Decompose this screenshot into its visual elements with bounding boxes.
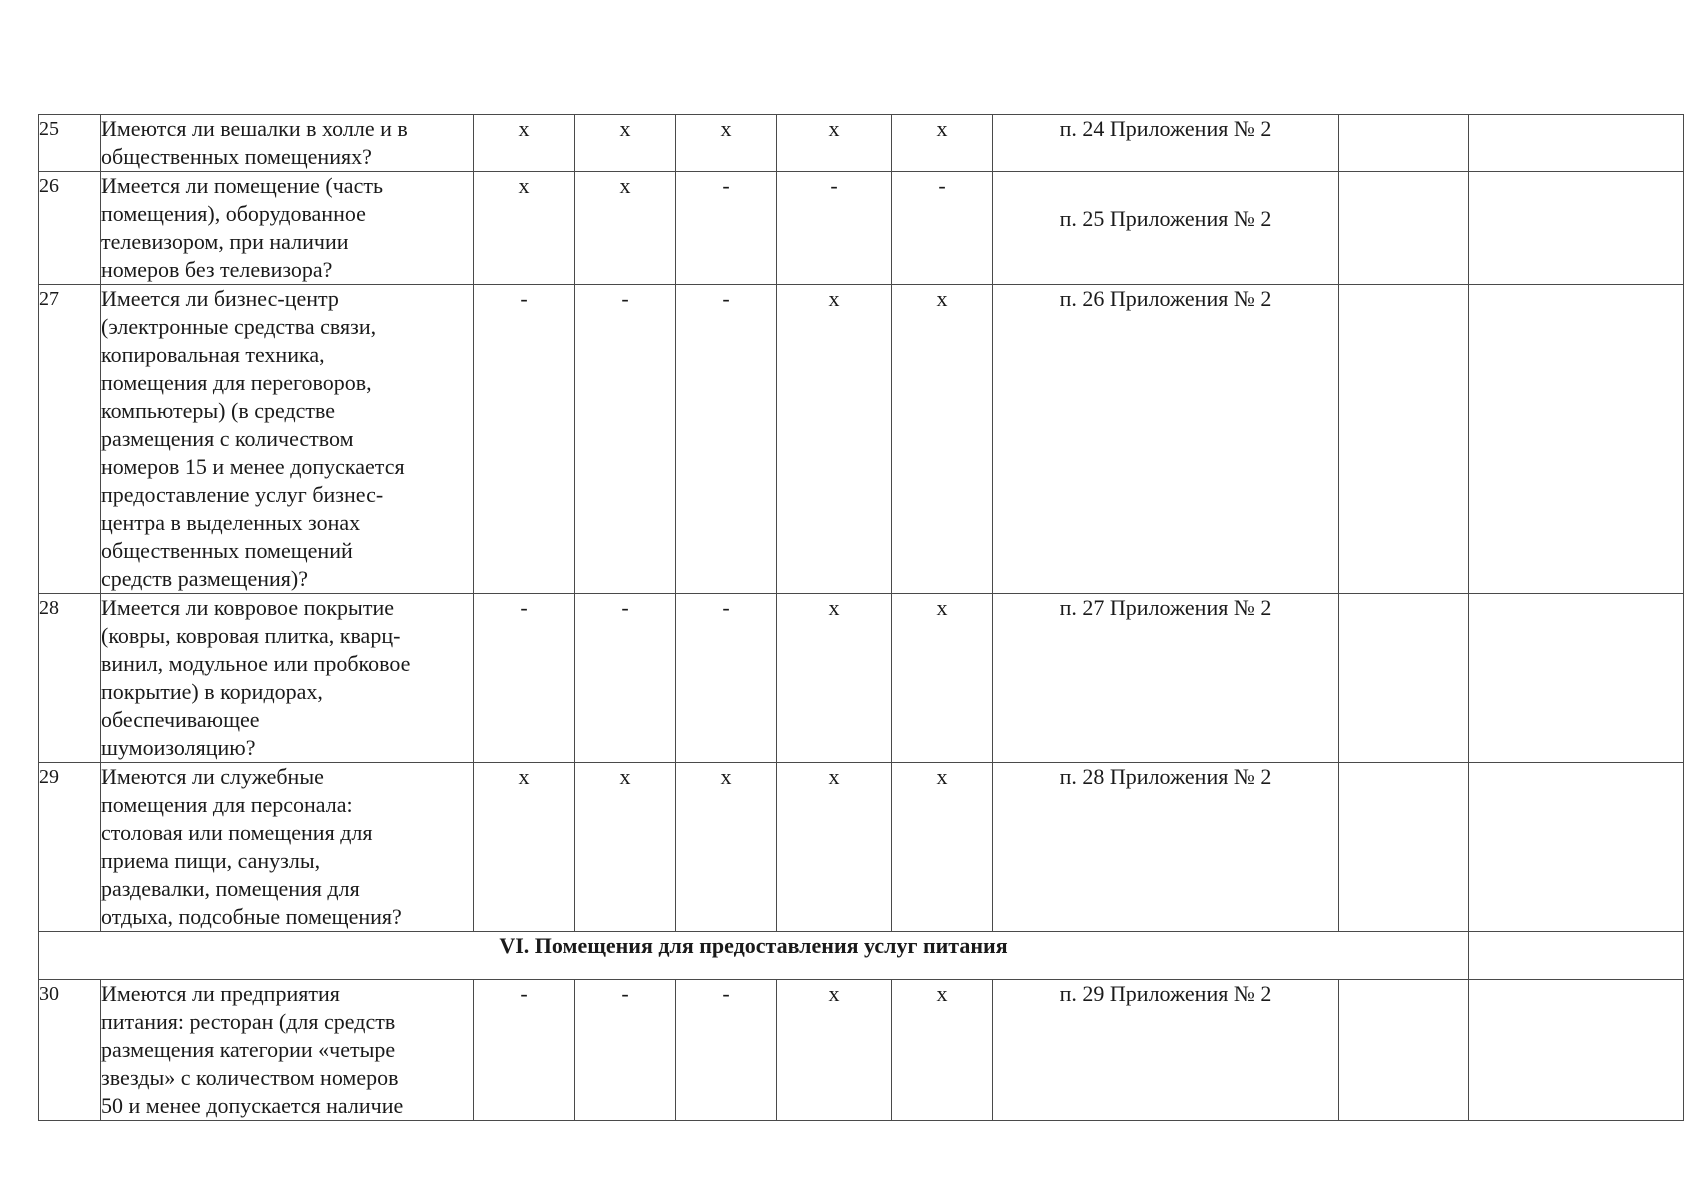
mark-cell: х: [575, 115, 676, 172]
mark-cell: -: [676, 172, 777, 285]
mark-cell: х: [777, 763, 892, 932]
row-number: 30: [39, 980, 101, 1121]
empty-cell: [1469, 932, 1684, 980]
mark-cell: -: [474, 285, 575, 594]
mark-cell: х: [575, 172, 676, 285]
mark-cell: -: [575, 594, 676, 763]
table-row: [39, 115, 1684, 172]
empty-cell: [1469, 172, 1684, 285]
mark-cell: -: [474, 594, 575, 763]
empty-cell: [1469, 980, 1684, 1121]
empty-cell: [1469, 594, 1684, 763]
reference-cell: п. 27 Приложения № 2: [993, 594, 1339, 763]
reference-cell: п. 25 Приложения № 2: [993, 172, 1339, 285]
empty-cell: [1339, 763, 1469, 932]
mark-cell: -: [575, 285, 676, 594]
row-number: 25: [39, 115, 101, 172]
empty-cell: [1339, 172, 1469, 285]
criteria-table: [38, 114, 1684, 1121]
mark-cell: х: [892, 763, 993, 932]
mark-cell: х: [474, 172, 575, 285]
mark-cell: х: [892, 285, 993, 594]
table-row: [39, 285, 1684, 594]
section-row: [39, 932, 1684, 980]
mark-cell: -: [777, 172, 892, 285]
reference-cell: п. 29 Приложения № 2: [993, 980, 1339, 1121]
table-row: [39, 763, 1684, 932]
mark-cell: х: [777, 285, 892, 594]
empty-cell: [1469, 285, 1684, 594]
empty-cell: [1339, 285, 1469, 594]
row-number: 27: [39, 285, 101, 594]
question-cell: Имеется ли помещение (часть помещения), оборудованное телевизором, при наличии номеров без телевизора?: [101, 172, 474, 285]
question-cell: Имеется ли ковровое покрытие (ковры, ковровая плитка, кварц- винил, модульное или пробковое покрытие) в коридорах, обеспечивающее шумоизоляцию?: [101, 594, 474, 763]
mark-cell: х: [892, 980, 993, 1121]
question-cell: Имеется ли бизнес-центр (электронные средства связи, копировальная техника, помещения для переговоров, компьютеры) (в средстве размещения с количеством номеров 15 и менее допускается предоставление услуг бизнес- центра в выделенных зонах общественных помещений средств размещения)?: [101, 285, 474, 594]
reference-cell: п. 24 Приложения № 2: [993, 115, 1339, 172]
reference-cell: п. 26 Приложения № 2: [993, 285, 1339, 594]
reference-cell: п. 28 Приложения № 2: [993, 763, 1339, 932]
mark-cell: х: [575, 763, 676, 932]
mark-cell: х: [777, 594, 892, 763]
table-row: [39, 980, 1684, 1121]
mark-cell: -: [575, 980, 676, 1121]
empty-cell: [1339, 980, 1469, 1121]
empty-cell: [1469, 763, 1684, 932]
mark-cell: х: [676, 763, 777, 932]
table-row: [39, 172, 1684, 285]
mark-cell: -: [676, 285, 777, 594]
row-number: 26: [39, 172, 101, 285]
mark-cell: х: [474, 115, 575, 172]
table-row: [39, 594, 1684, 763]
question-cell: Имеются ли вешалки в холле и в общественных помещениях?: [101, 115, 474, 172]
empty-cell: [1339, 594, 1469, 763]
mark-cell: -: [676, 594, 777, 763]
mark-cell: х: [892, 115, 993, 172]
empty-cell: [1339, 115, 1469, 172]
mark-cell: х: [474, 763, 575, 932]
mark-cell: -: [676, 980, 777, 1121]
section-heading: VI. Помещения для предоставления услуг питания: [39, 932, 1469, 980]
mark-cell: х: [777, 115, 892, 172]
mark-cell: х: [892, 594, 993, 763]
mark-cell: х: [676, 115, 777, 172]
mark-cell: х: [777, 980, 892, 1121]
question-cell: Имеются ли служебные помещения для персонала: столовая или помещения для приема пищи, санузлы, раздевалки, помещения для отдыха, подсобные помещения?: [101, 763, 474, 932]
row-number: 28: [39, 594, 101, 763]
empty-cell: [1469, 115, 1684, 172]
mark-cell: -: [474, 980, 575, 1121]
row-number: 29: [39, 763, 101, 932]
question-cell: Имеются ли предприятия питания: ресторан (для средств размещения категории «четыре звезды» с количеством номеров 50 и менее допускается наличие: [101, 980, 474, 1121]
mark-cell: -: [892, 172, 993, 285]
